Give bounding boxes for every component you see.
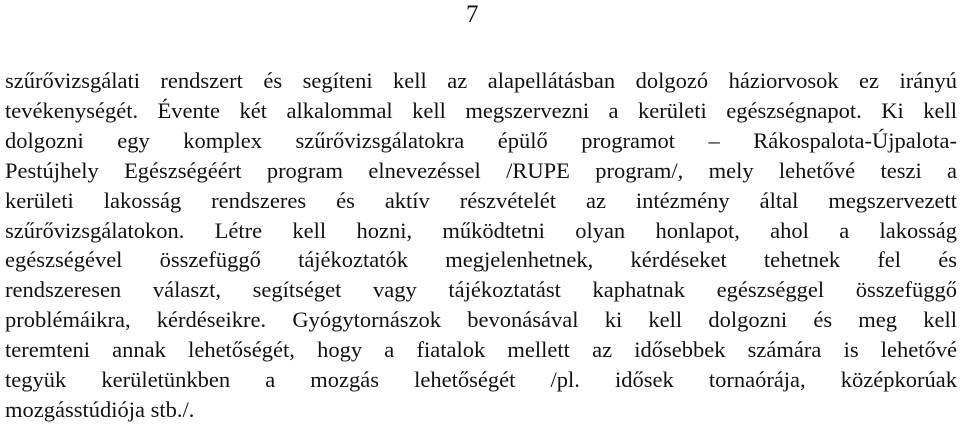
text-line-7: egészségével összefüggő tájékoztatók megjelenhetnek, kérdéseket tehetnek fel és bbox=[5, 247, 957, 273]
text-line-3: dolgozni egy komplex szűrővizsgálatokra épülő programot – Rákospalota-Újpalota- bbox=[5, 127, 957, 153]
text-line-12: mozgásstúdiója stb./. bbox=[5, 396, 195, 422]
text-line-6: szűrővizsgálatokon. Létre kell hozni, működtetni olyan honlapot, ahol a lakosság bbox=[5, 217, 957, 243]
text-line-10: teremteni annak lehetőségét, hogy a fiatalok mellett az idősebbek számára is lehetővé bbox=[5, 337, 957, 363]
body-paragraph bbox=[5, 66, 957, 425]
text-line-1: szűrővizsgálati rendszert és segíteni kell az alapellátásban dolgozó háziorvosok ez irányú bbox=[5, 68, 957, 93]
text-line-2: tevékenységét. Évente két alkalommal kell megszervezni a kerületi egészségnapot. Ki kell bbox=[5, 97, 957, 123]
text-line-8: rendszeresen választ, segítséget vagy tájékoztatást kaphatnak egészséggel összefüggő bbox=[5, 277, 957, 303]
text-line-9: problémáikra, kérdéseikre. Gyógytornászok bevonásával ki kell dolgozni és meg kell bbox=[5, 307, 957, 333]
page-number: 7 bbox=[466, 1, 479, 28]
text-line-4: Pestújhely Egészségéért program elnevezéssel /RUPE program/, mely lehetővé teszi a bbox=[5, 157, 957, 183]
text-line-5: kerületi lakosság rendszeres és aktív részvételét az intézmény által megszervezett bbox=[5, 187, 957, 213]
text-line-11: tegyük kerületünkben a mozgás lehetőségét /pl. idősek tornaórája, középkorúak bbox=[5, 367, 957, 393]
